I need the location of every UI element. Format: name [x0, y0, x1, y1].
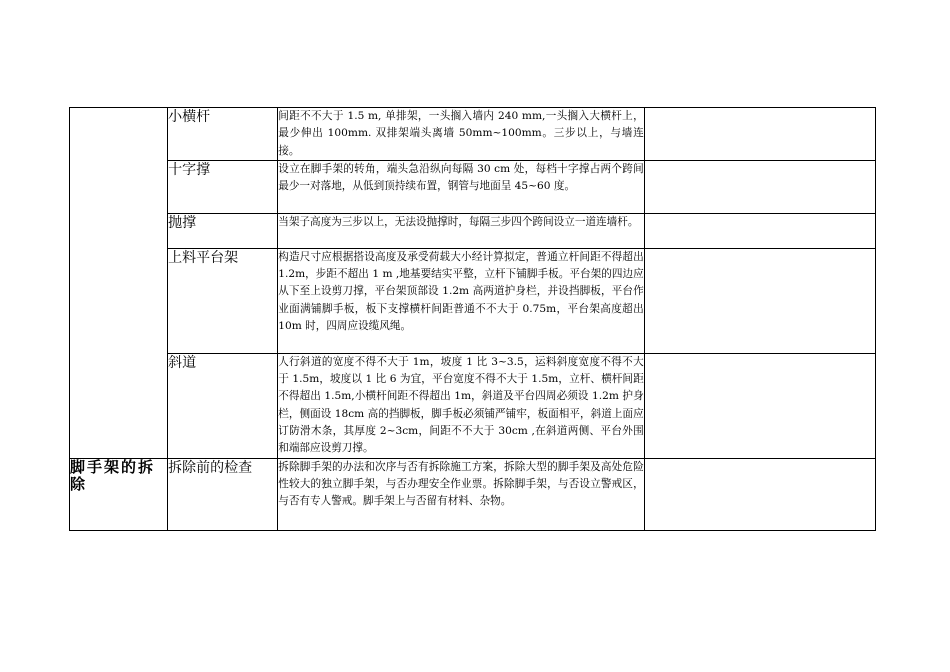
item-cell: 抛撑 [168, 213, 278, 248]
remark-cell [644, 353, 875, 458]
table-row [70, 458, 876, 530]
requirement-cell: 间距不不大于 1.5 m, 单排架，一头搁入墙内 240 mm,一头搁入大横杆上，最少伸出 100mm. 双排架端头离墙 50mm~100mm。三步以上，与墙连接。 [278, 108, 644, 161]
item-cell: 斜道 [168, 353, 278, 458]
item-cell: 十字撑 [168, 160, 278, 213]
inspection-table [69, 107, 876, 531]
requirement-cell: 当架子高度为三步以上，无法设抛撑时，每隔三步四个跨间设立一道连墙杆。 [278, 213, 644, 248]
remark-cell [644, 213, 875, 248]
item-cell: 上料平台架 [168, 248, 278, 353]
table-row [70, 160, 876, 213]
category-cell: 脚手架的拆除 [70, 458, 168, 530]
requirement-cell: 人行斜道的宽度不得不大于 1m，坡度 1 比 3~3.5，运料斜度宽度不得不大于 1.5m，坡度以 1 比 6 为宜，平台宽度不得不大于 1.5m，立杆、横杆间距不得超出 1.5m,小横杆间距不得超出 1m，斜道及平台四周必须设 1.2m 护身栏，侧面设 18cm 高的挡脚板，脚手板必须铺严铺牢，板面相平，斜道上面应订防滑木条，其厚度 2~3cm，间距不不大于 30cm ,在斜道两侧、平台外围和端部应设剪刀撑。 [278, 353, 644, 458]
requirement-cell: 设立在脚手架的转角，端头急沿纵向每隔 30 cm 处，每档十字撑占两个跨间最少一对落地，从低到顶持续布置，钢管与地面呈 45~60 度。 [278, 160, 644, 213]
remark-cell [644, 160, 875, 213]
remark-cell [644, 248, 875, 353]
remark-cell [644, 458, 875, 530]
table-row [70, 248, 876, 353]
requirement-cell: 拆除脚手架的办法和次序与否有拆除施工方案，拆除大型的脚手架及高处危险性较大的独立脚手架，与否办理安全作业票。拆除脚手架，与否设立警戒区，与否有专人警戒。脚手架上与否留有材料、杂物。 [278, 458, 644, 530]
remark-cell [644, 108, 875, 161]
item-cell: 拆除前的检查 [168, 458, 278, 530]
table-row [70, 213, 876, 248]
category-cell-empty [70, 108, 168, 459]
table-row [70, 353, 876, 458]
table-row [70, 108, 876, 161]
item-cell: 小横杆 [168, 108, 278, 161]
requirement-cell: 构造尺寸应根据搭设高度及承受荷载大小经计算拟定，普通立杆间距不得超出 1.2m，步距不超出 1 m ,地基要结实平整，立杆下铺脚手板。平台架的四边应从下至上设剪刀撑，平台架顶部设 1.2m 高两道护身栏，并设挡脚板，平台作业面满铺脚手板，板下支撑横杆间距普通不不大于 0.75m，平台架高度超出 10m 时，四周应设缆风绳。 [278, 248, 644, 353]
